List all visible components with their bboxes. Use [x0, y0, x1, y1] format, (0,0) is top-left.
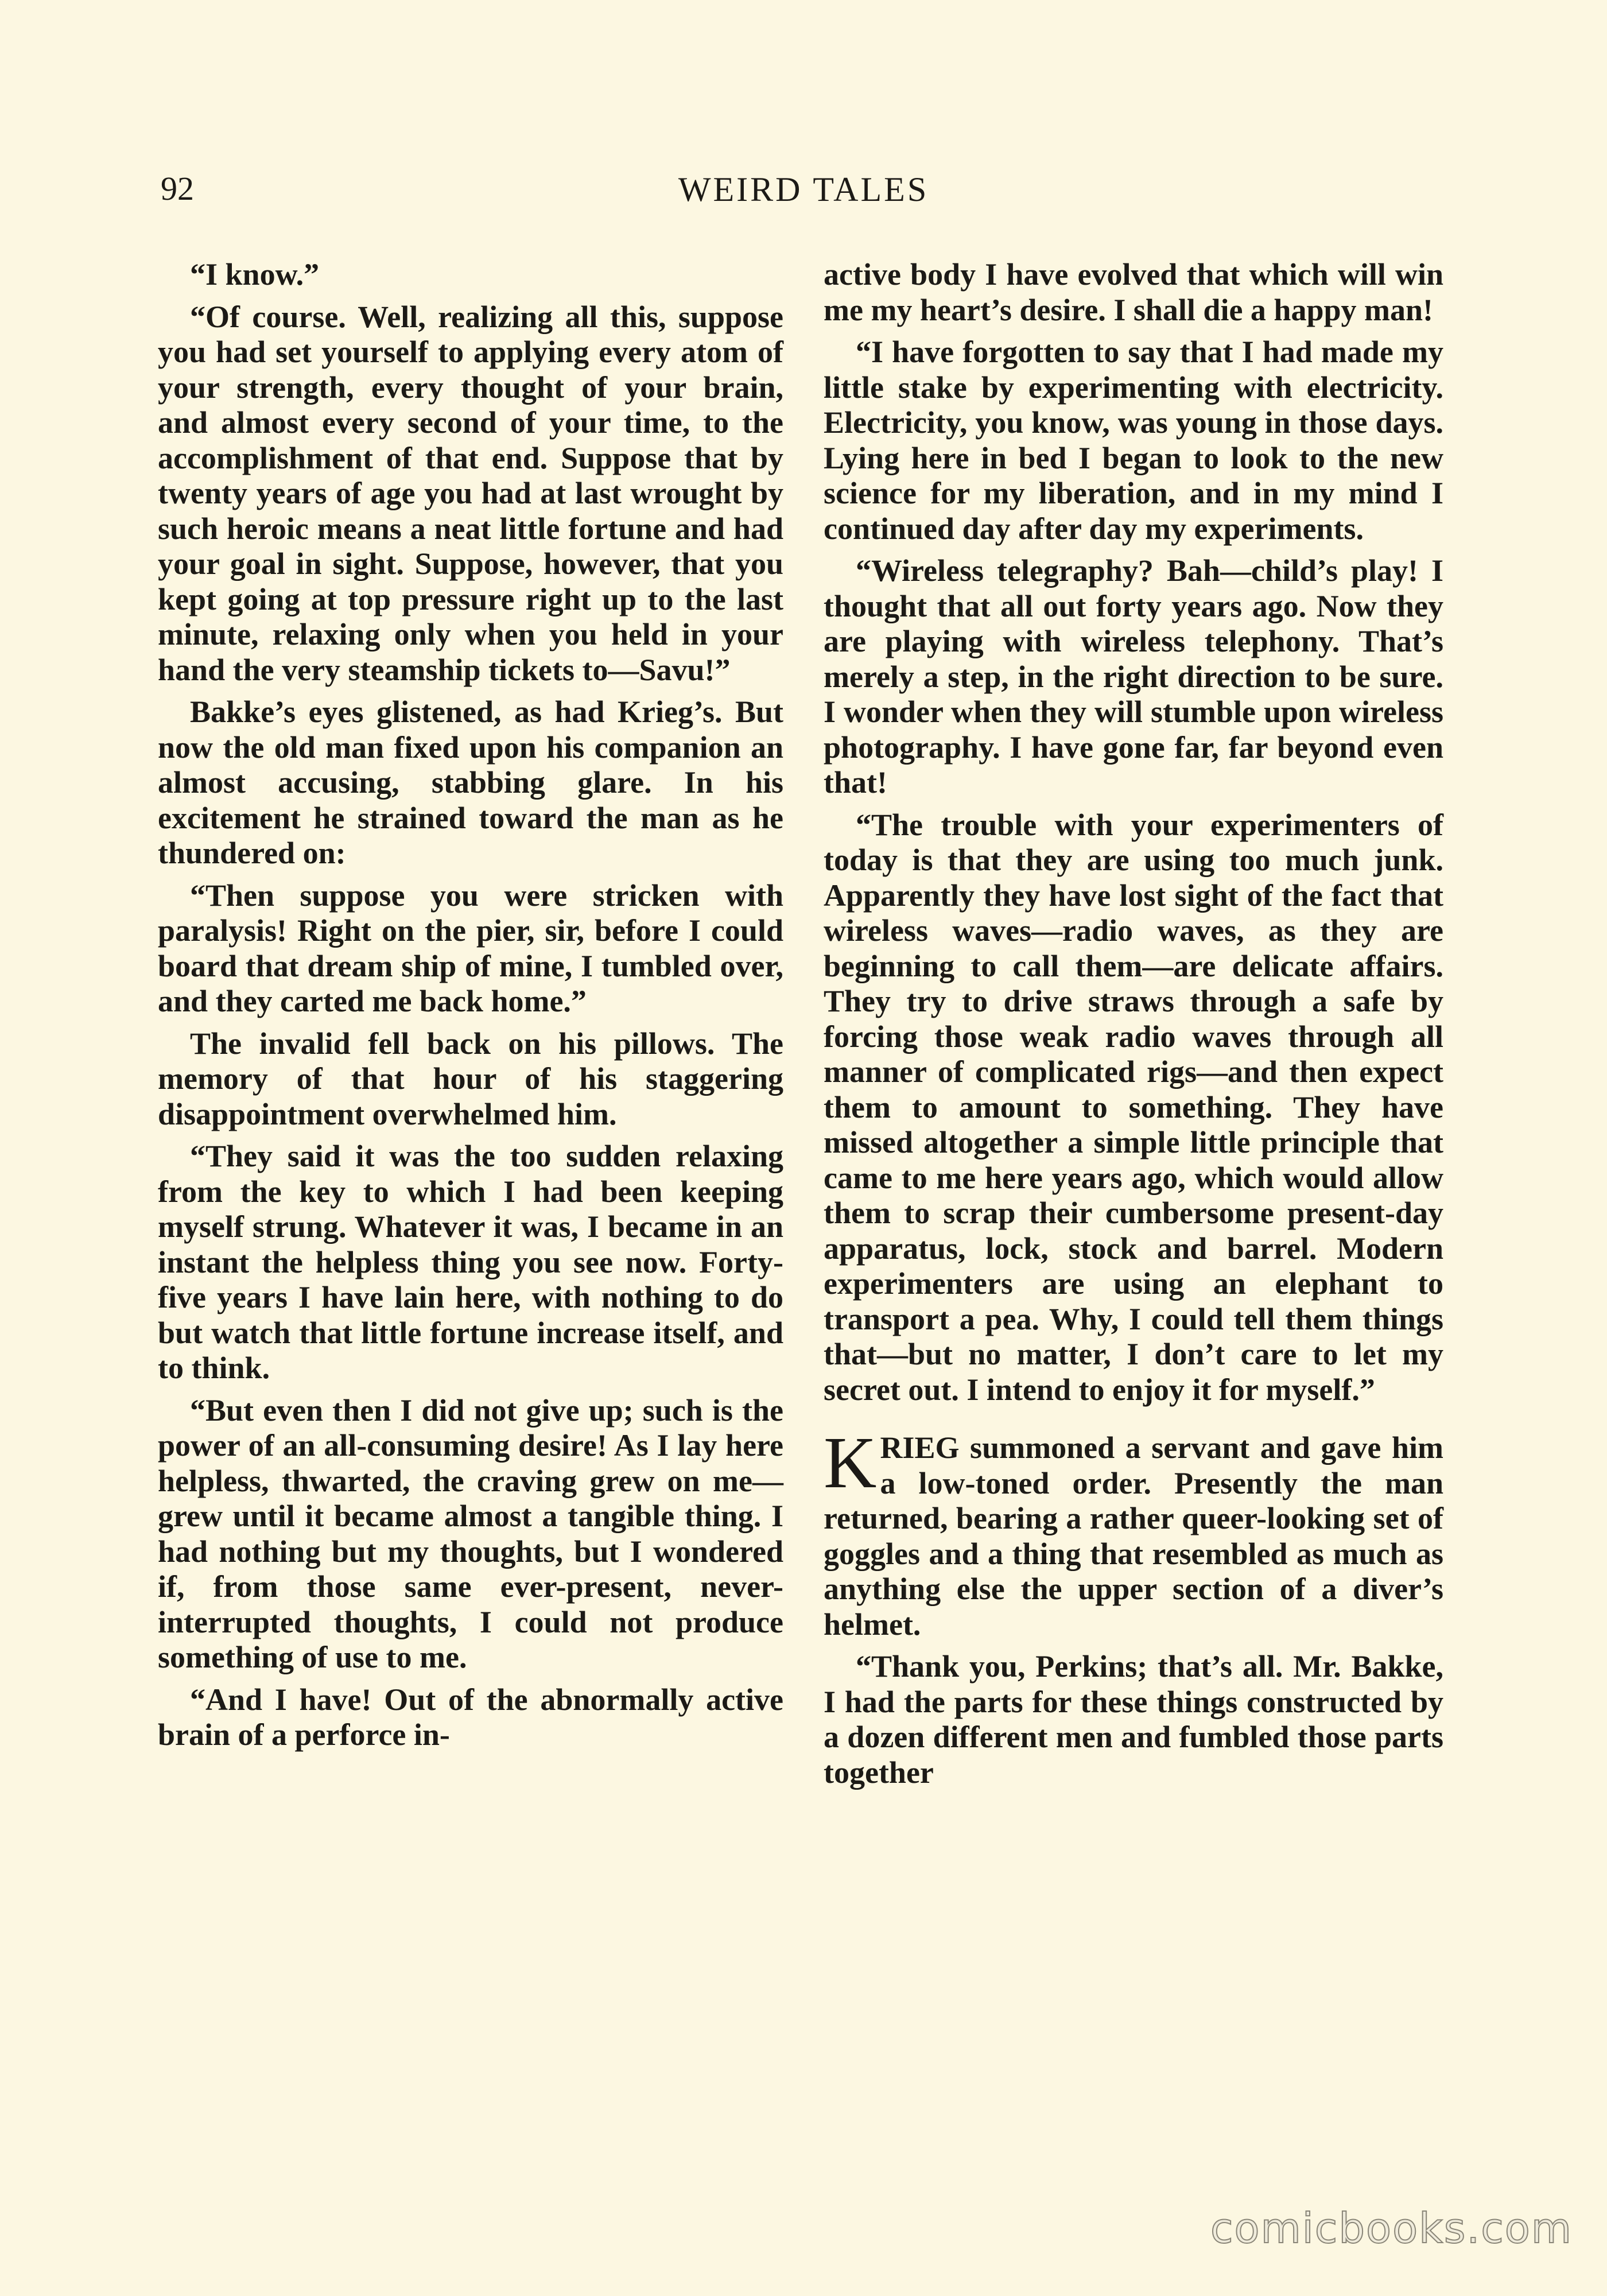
paragraph: “The trouble with your experimenters of today is that they are using too much junk. Apparently they have lost sight of the fact that wireless waves—radio waves, as they are beginning to call them—are delicate affairs. They try to drive straws through a safe by forcing those weak radio waves through all manner of complicated rigs—and then expect them to amount to something. They have missed altogether a simple little principle that came to me here years ago, which would allow them to scrap their cumbersome present-day apparatus, lock, stock and barrel. Modern experimenters are using an elephant to transport a pea. Why, I could tell them things that—but no matter, I don’t care to let my secret out. I intend to enjoy it for myself.”	[824, 807, 1443, 1407]
paragraph: Bakke’s eyes glistened, as had Krieg’s. But now the old man fixed upon his companion an almost accusing, stabbing glare. In his excitement he strained toward the man as he thundered on:	[158, 695, 783, 870]
paragraph: “And I have! Out of the abnormally active brain of a perforce in-	[158, 1682, 783, 1752]
left-column	[158, 257, 783, 1760]
section-opening-paragraph	[824, 1422, 1443, 1642]
page-number: 92	[161, 170, 194, 207]
right-column	[824, 257, 1443, 1797]
paragraph: “Of course. Well, realizing all this, suppose you had set yourself to applying every atom of your strength, every thought of your brain, and almost every second of your time, to the accomplishment of that end. Suppose that by twenty years of age you had at last wrought by such heroic means a neat little fortune and had your goal in sight. Suppose, however, that you kept going at top pressure right up to the last minute, relaxing only when you held in your hand the very steamship tickets to—Savu!”	[158, 299, 783, 687]
section-text: summoned a servant and gave him a low-toned order. Presently the man returned, bearing a rather queer-looking set of goggles and a thing that resembled as much as anything else the upper section of a diver’s helmet.	[824, 1430, 1443, 1642]
paragraph-continuation: active body I have evolved that which will win me my heart’s desire. I shall die a happy man!	[824, 257, 1443, 327]
small-caps-lead: RIEG	[880, 1430, 960, 1465]
paragraph: “Thank you, Perkins; that’s all. Mr. Bakke, I had the parts for these things constructed by a dozen different men and fumbled those parts together	[824, 1649, 1443, 1790]
paragraph: “Wireless telegraphy? Bah—child’s play! I thought that all out forty years ago. Now they are playing with wireless telephony. That’s merely a step, in the right direction to be sure. I wonder when they will stumble upon wireless photography. I have gone far, far beyond even that!	[824, 553, 1443, 800]
paragraph: “They said it was the too sudden relaxing from the key to which I had been keeping myself strung. Whatever it was, I became in an instant the helpless thing you see now. Forty-five years I have lain here, with nothing to do but watch that little fortune increase itself, and to think.	[158, 1139, 783, 1385]
drop-cap: K	[824, 1422, 877, 1503]
paragraph: “But even then I did not give up; such is the power of an all-consuming desire! As I lay here helpless, thwarted, the craving grew on me—grew until it became almost a tangible thing. I had nothing but my thoughts, but I wondered if, from those same ever-present, never-interrupted thoughts, I could not produce something of use to me.	[158, 1393, 783, 1674]
paragraph: “I know.”	[190, 257, 320, 292]
paragraph: “Then suppose you were stricken with paralysis! Right on the pier, sir, before I could board that dream ship of mine, I tumbled over, and they carted me back home.”	[158, 878, 783, 1018]
watermark: comicbooks.com	[1210, 2204, 1573, 2252]
paragraph: The invalid fell back on his pillows. The memory of that hour of his staggering disappointment overwhelmed him.	[158, 1026, 783, 1131]
paragraph: “I have forgotten to say that I had made my little stake by experimenting with electricity. Electricity, you know, was young in those days. Lying here in bed I began to look to the new science for my liberation, and in my mind I continued day after day my experiments.	[824, 335, 1443, 546]
running-head: WEIRD TALES	[678, 170, 929, 208]
